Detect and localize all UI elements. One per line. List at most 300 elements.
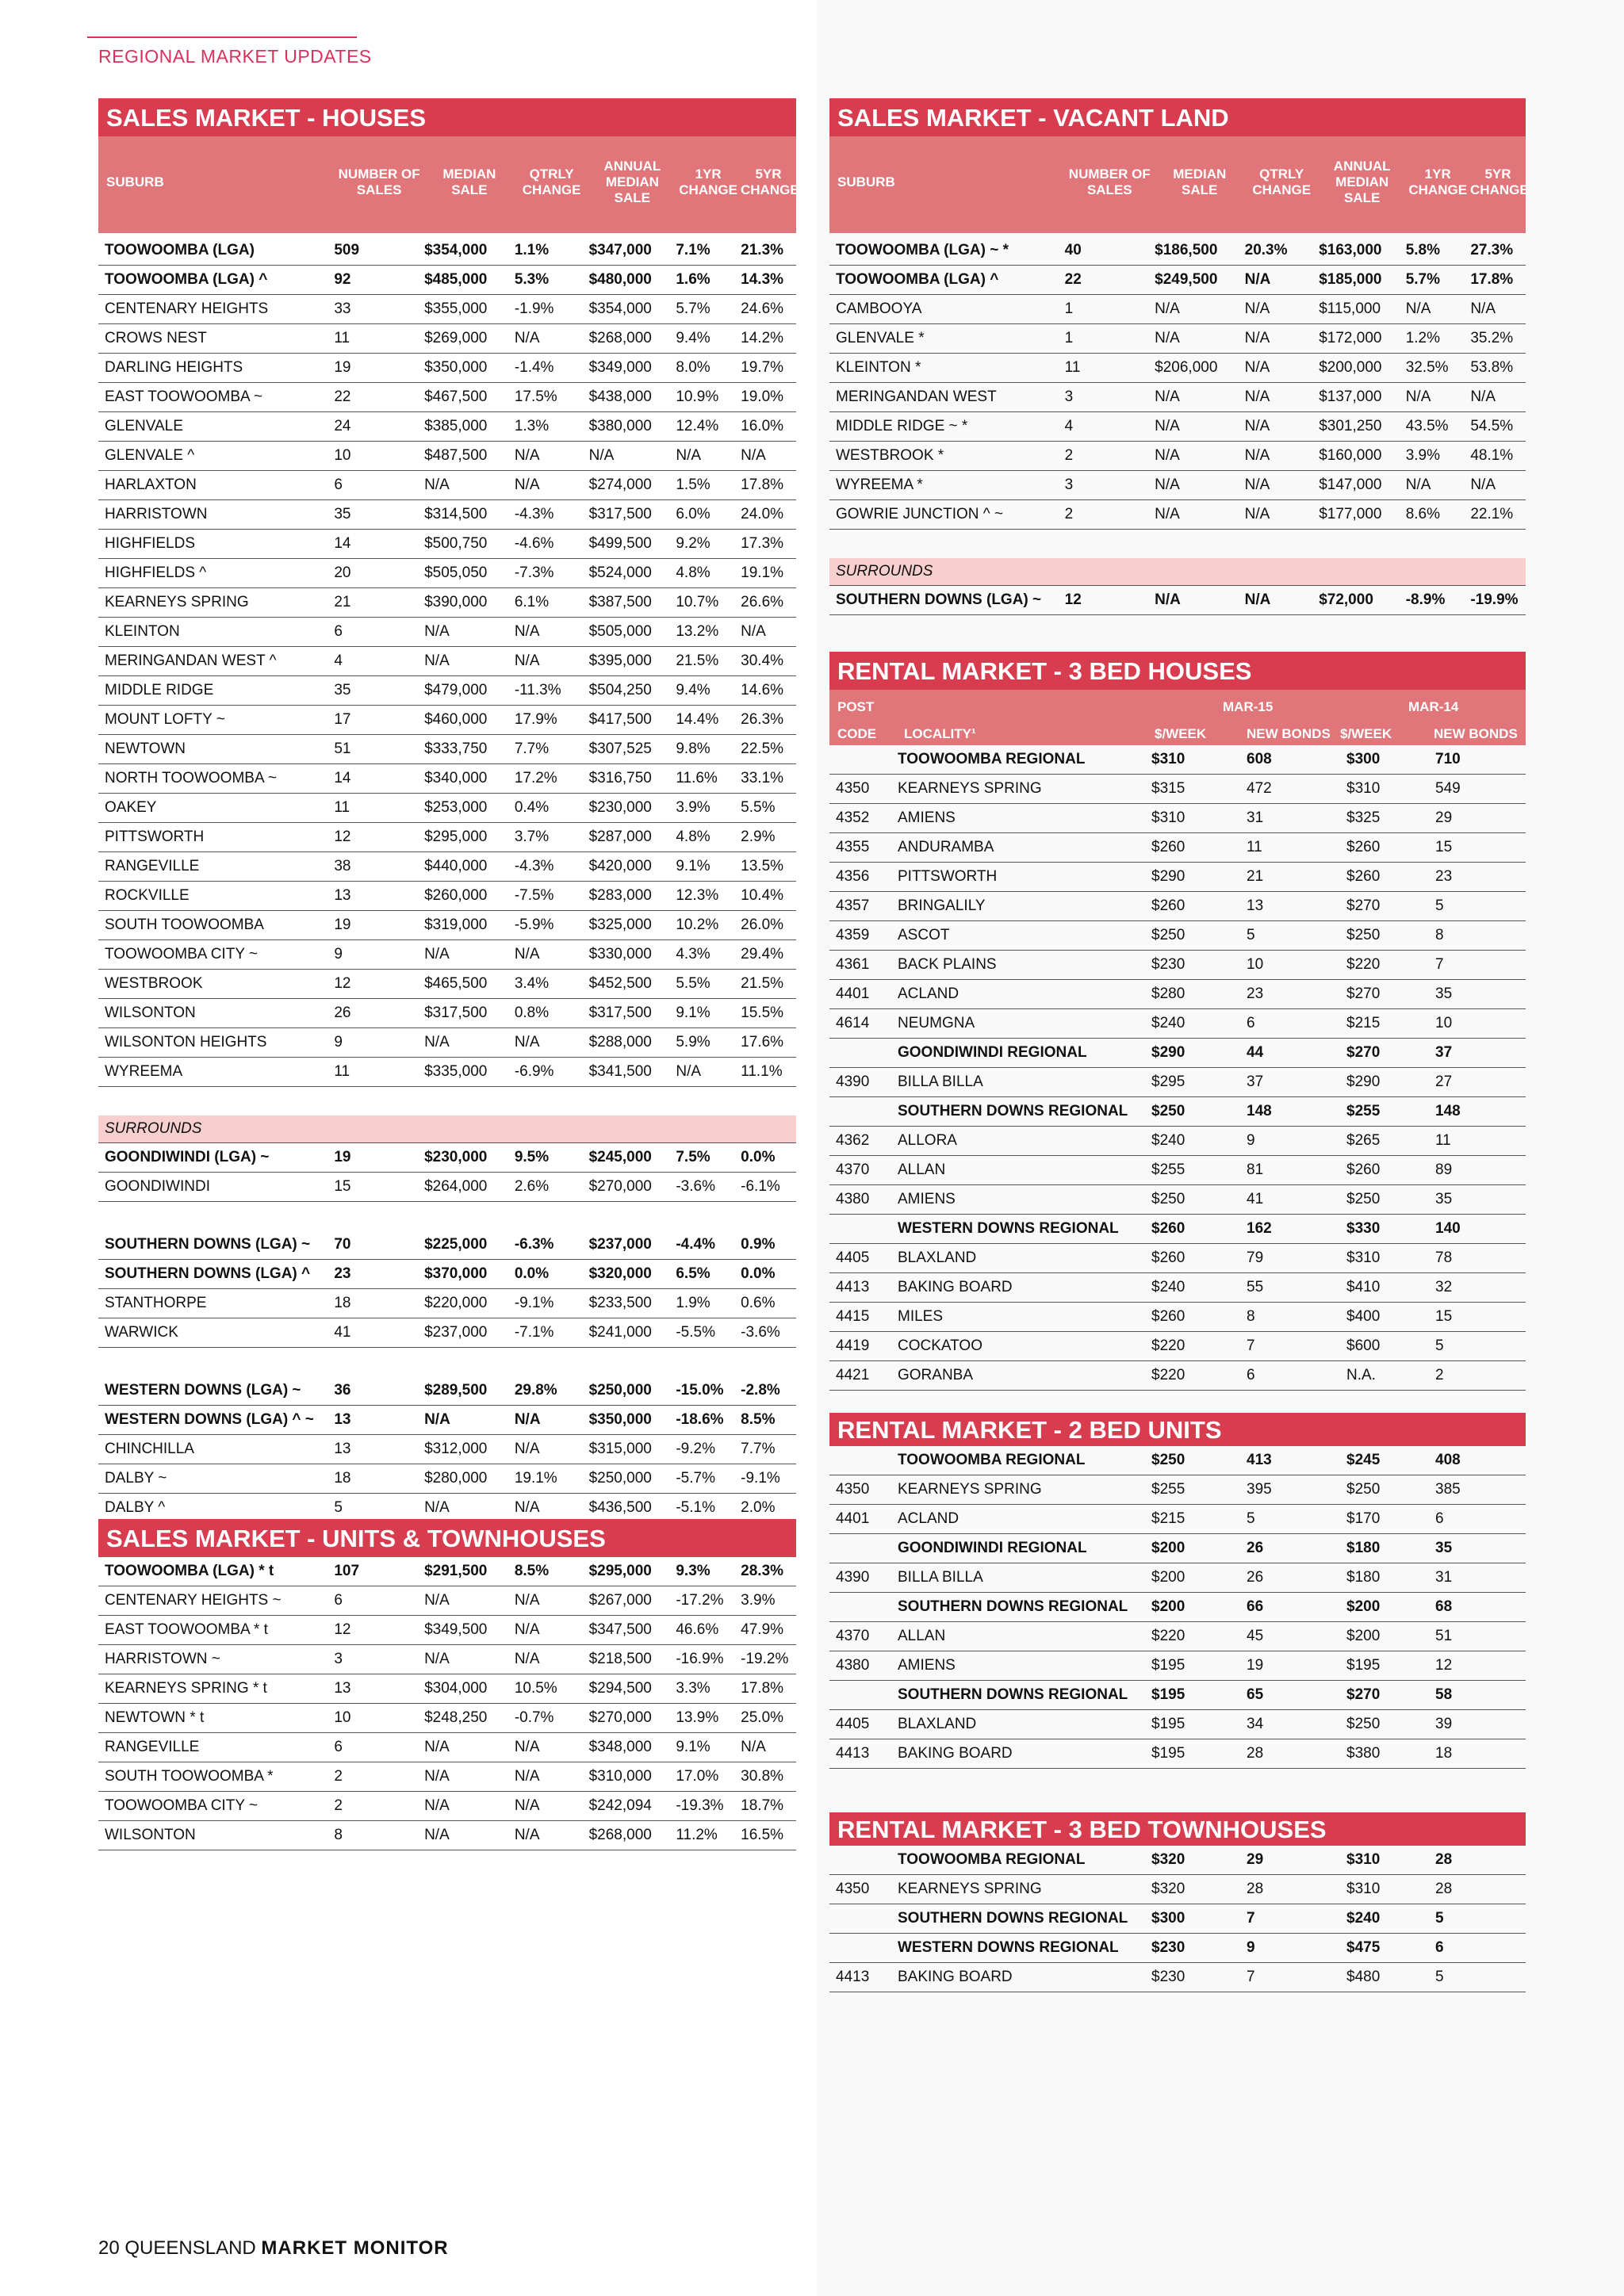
table-cell: $270,000 — [588, 1178, 652, 1195]
table-cell: 5 — [1435, 1337, 1444, 1354]
table-cell: $347,500 — [588, 1621, 652, 1638]
table-cell: 19.0% — [741, 388, 784, 405]
table-cell: 7.5% — [676, 1149, 710, 1165]
table-cell: $436,500 — [588, 1499, 652, 1516]
table-cell: $255 — [1151, 1161, 1185, 1178]
table-cell: -5.9% — [514, 916, 554, 933]
table-cell: 12 — [1064, 591, 1082, 608]
table-cell: 3.9% — [676, 799, 710, 816]
table-cell: N/A — [514, 1411, 541, 1428]
table-cell: 27.3% — [1470, 242, 1514, 258]
table-cell: 16.0% — [741, 418, 784, 434]
table-cell: 4413 — [836, 1969, 870, 1985]
table-cell: 18 — [1435, 1745, 1453, 1762]
table-cell: 4380 — [836, 1657, 870, 1674]
table-cell: 107 — [334, 1563, 360, 1579]
table-cell: KLEINTON — [105, 623, 180, 640]
table-cell: $320 — [1151, 1881, 1185, 1897]
table-row — [98, 236, 796, 266]
table-cell: 14 — [334, 535, 351, 552]
table-cell: 19.1% — [514, 1470, 557, 1487]
table-cell: 18.7% — [741, 1797, 784, 1814]
table-cell: 12 — [1435, 1657, 1453, 1674]
table-cell: $230,000 — [424, 1149, 488, 1165]
col-5yr-change: 5YR CHANGE — [741, 166, 799, 197]
table-cell: $300 — [1151, 1910, 1185, 1927]
table-cell: 6 — [1247, 1015, 1255, 1031]
col-qtrly-change: QTRLY CHANGE — [522, 166, 581, 197]
table-cell: 10 — [334, 447, 351, 464]
table-cell: MERINGANDAN WEST — [836, 388, 997, 405]
table-cell: $295,000 — [424, 828, 488, 845]
table-cell: N/A — [424, 1651, 450, 1667]
table-cell: N/A — [514, 1768, 540, 1785]
table-cell: 32 — [1435, 1279, 1453, 1295]
table-cell: $186,500 — [1155, 242, 1218, 258]
table-row — [829, 1622, 1526, 1651]
table-cell: -5.5% — [676, 1324, 715, 1341]
table-cell: OAKEY — [105, 799, 157, 816]
table-cell: 12 — [334, 828, 351, 845]
table-cell: $294,500 — [588, 1680, 652, 1697]
table-cell: $268,000 — [588, 330, 652, 346]
table-cell: 10.2% — [676, 916, 719, 933]
table-cell: GLENVALE — [105, 418, 183, 434]
table-cell: TOOWOOMBA CITY ~ — [105, 1797, 259, 1814]
table-cell: 7.7% — [514, 740, 550, 757]
table-cell: 12.4% — [676, 418, 719, 434]
table-cell: N/A — [676, 1063, 702, 1080]
table-cell: N/A — [514, 946, 540, 962]
table-row — [829, 1068, 1526, 1097]
table-row — [829, 1651, 1526, 1681]
table-cell: $225,000 — [424, 1236, 488, 1253]
table-cell: $260 — [1151, 839, 1185, 855]
table-cell: $274,000 — [588, 476, 652, 493]
table-cell: $460,000 — [424, 711, 488, 728]
table-row — [829, 1681, 1526, 1710]
table-row — [98, 1376, 796, 1406]
table-cell: N/A — [1155, 476, 1180, 493]
table-cell: KEARNEYS SPRING — [105, 594, 249, 610]
table-cell: -6.1% — [741, 1178, 780, 1195]
table-cell: 7 — [1247, 1910, 1255, 1927]
table-cell: 3.9% — [741, 1592, 776, 1609]
table-cell: N/A — [1155, 300, 1180, 317]
table-cell: 4356 — [836, 868, 870, 885]
table-cell: $270 — [1346, 1686, 1381, 1703]
table-cell: 13 — [334, 1441, 351, 1457]
table-cell: 92 — [334, 271, 351, 288]
table-cell: WESTBROOK — [105, 975, 203, 992]
table-cell: 11 — [1064, 359, 1081, 376]
table-cell: $310 — [1346, 1881, 1381, 1897]
table-cell: 12.3% — [676, 887, 719, 904]
table-cell: 4614 — [836, 1015, 870, 1031]
table-cell: N/A — [1155, 388, 1180, 405]
table-row — [829, 1739, 1526, 1769]
table-cell: N/A — [676, 447, 702, 464]
table-cell: 710 — [1435, 751, 1461, 767]
table-row — [98, 295, 796, 324]
table-cell: 38 — [334, 858, 351, 874]
table-cell: 9.3% — [676, 1563, 710, 1579]
table-cell: SOUTHERN DOWNS (LGA) ~ — [836, 591, 1042, 608]
table-cell: BLAXLAND — [898, 1249, 977, 1266]
table-cell: 2 — [1064, 506, 1074, 522]
table-cell: 4413 — [836, 1279, 870, 1295]
table-cell: 9.2% — [676, 535, 710, 552]
table-cell: 26 — [1247, 1569, 1264, 1586]
table-cell: 17.8% — [1470, 271, 1514, 288]
table-row — [829, 383, 1526, 412]
table-cell: WESTBROOK * — [836, 447, 944, 464]
table-cell: $380,000 — [588, 418, 652, 434]
table-cell: 45 — [1247, 1628, 1264, 1644]
table-cell: 0.4% — [514, 799, 550, 816]
table-cell: 55 — [1247, 1279, 1264, 1295]
table-cell: 65 — [1247, 1686, 1264, 1703]
table-cell: RANGEVILLE — [105, 1739, 200, 1755]
table-row — [98, 970, 796, 999]
table-cell: 4355 — [836, 839, 870, 855]
col-suburb: SUBURB — [106, 174, 164, 189]
table-cell: 4390 — [836, 1073, 870, 1090]
table-cell: $240 — [1151, 1015, 1185, 1031]
table-cell: $260 — [1151, 1308, 1185, 1325]
table-cell: 6 — [1435, 1939, 1444, 1956]
table-cell: $312,000 — [424, 1441, 488, 1457]
table-cell: $505,050 — [424, 564, 488, 581]
table-cell: 11 — [1435, 1132, 1451, 1149]
table-cell: 11 — [334, 330, 350, 346]
col-suburb: SUBURB — [837, 174, 895, 189]
table-cell: $250,000 — [588, 1382, 652, 1399]
table-cell: $291,500 — [424, 1563, 488, 1579]
table-cell: 21.5% — [741, 975, 784, 992]
table-row — [98, 735, 796, 764]
table-title: RENTAL MARKET - 2 BED UNITS — [829, 1413, 1526, 1446]
table-cell: HARRISTOWN ~ — [105, 1651, 220, 1667]
table-cell: $348,000 — [588, 1739, 652, 1755]
table-row — [829, 1710, 1526, 1739]
table-cell: $410 — [1346, 1279, 1381, 1295]
table-row — [98, 1557, 796, 1586]
table-cell: $314,500 — [424, 506, 488, 522]
table-header — [829, 690, 1526, 745]
table-cell: $480,000 — [588, 271, 652, 288]
table-cell: 28 — [1435, 1881, 1453, 1897]
table-cell: 29.8% — [514, 1382, 557, 1399]
table-cell: N/A — [424, 1768, 450, 1785]
table-row — [829, 921, 1526, 951]
table-cell: $260 — [1346, 1161, 1381, 1178]
table-cell: -7.3% — [514, 564, 554, 581]
table-cell: $350,000 — [588, 1411, 652, 1428]
table-row — [98, 1762, 796, 1792]
table-row — [98, 588, 796, 618]
table-cell: 10.4% — [741, 887, 784, 904]
table-cell: N/A — [1244, 300, 1270, 317]
table-cell: 27 — [1435, 1073, 1453, 1090]
table-cell: N/A — [1470, 388, 1496, 405]
table-cell: 21.5% — [676, 652, 719, 669]
table-row — [829, 1361, 1526, 1391]
table-body — [829, 745, 1526, 1391]
table-cell: 0.0% — [741, 1265, 776, 1282]
table-cell: N/A — [424, 623, 450, 640]
table-cell: 79 — [1247, 1249, 1264, 1266]
table-row — [98, 618, 796, 647]
table-cell: 31 — [1247, 809, 1264, 826]
table-cell: N/A — [1244, 447, 1270, 464]
col-median-sale: MEDIAN SALE — [442, 166, 496, 197]
table-cell: 413 — [1247, 1452, 1272, 1468]
table-cell: 10.9% — [676, 388, 719, 405]
table-row — [829, 1215, 1526, 1244]
table-row — [98, 999, 796, 1028]
table-cell: 15 — [1435, 839, 1453, 855]
table-cell: WILSONTON HEIGHTS — [105, 1034, 267, 1050]
table-cell: 26.3% — [741, 711, 784, 728]
table-cell: 68 — [1435, 1598, 1453, 1615]
table-cell: 33 — [334, 300, 351, 317]
table-cell: $115,000 — [1319, 300, 1381, 317]
publication-prefix: QUEENSLAND — [124, 2237, 256, 2259]
table-cell: N/A — [1244, 476, 1270, 493]
rental-3bed-houses-table — [829, 652, 1526, 1391]
table-cell: SOUTH TOOWOOMBA * — [105, 1768, 274, 1785]
table-cell: $500,750 — [424, 535, 488, 552]
table-cell: 4419 — [836, 1337, 870, 1354]
table-cell: $499,500 — [588, 535, 652, 552]
table-cell: TOOWOOMBA (LGA) ^ — [105, 271, 268, 288]
table-cell: $479,000 — [424, 682, 488, 698]
table-cell: 10.7% — [676, 594, 719, 610]
table-cell: BRINGALILY — [898, 897, 986, 914]
table-cell: $487,500 — [424, 447, 488, 464]
table-cell: N/A — [1405, 388, 1431, 405]
table-cell: NEWTOWN * t — [105, 1709, 205, 1726]
table-cell: 4 — [1064, 418, 1074, 434]
table-cell: -5.1% — [676, 1499, 715, 1516]
table-cell: KEARNEYS SPRING — [898, 1881, 1042, 1897]
table-cell: 7.1% — [676, 242, 710, 258]
table-cell: 3 — [334, 1651, 343, 1667]
table-cell: CENTENARY HEIGHTS — [105, 300, 269, 317]
table-cell: 30.8% — [741, 1768, 784, 1785]
table-row — [829, 863, 1526, 892]
table-cell: 2.9% — [741, 828, 776, 845]
table-cell: $220,000 — [424, 1295, 488, 1311]
table-row — [98, 266, 796, 295]
table-row — [98, 676, 796, 706]
table-cell: 1.9% — [676, 1295, 710, 1311]
table-cell: 23 — [334, 1265, 351, 1282]
table-cell: 26 — [1247, 1540, 1264, 1556]
col-code: CODE — [837, 726, 877, 741]
table-cell: 15 — [334, 1178, 351, 1195]
table-cell: 19 — [334, 1149, 351, 1165]
table-cell: 28 — [1247, 1881, 1264, 1897]
table-cell: 11.1% — [741, 1063, 783, 1080]
table-cell: 7 — [1247, 1337, 1255, 1354]
table-cell: N/A — [1244, 418, 1270, 434]
table-cell: N/A — [1244, 591, 1271, 608]
table-cell: 43.5% — [1405, 418, 1449, 434]
table-cell: N/A — [741, 447, 766, 464]
table-row — [829, 980, 1526, 1009]
table-row — [829, 1009, 1526, 1039]
table-cell: N/A — [514, 1499, 540, 1516]
table-row — [98, 471, 796, 500]
table-row — [829, 1846, 1526, 1875]
table-cell: 14.3% — [741, 271, 784, 288]
table-cell: $147,000 — [1319, 476, 1382, 493]
table-cell: $380 — [1346, 1745, 1381, 1762]
table-cell: 4350 — [836, 1481, 870, 1498]
table-cell: 13 — [334, 1680, 351, 1697]
table-cell: $333,750 — [424, 740, 488, 757]
table-cell: N/A — [514, 1592, 540, 1609]
table-cell: 81 — [1247, 1161, 1264, 1178]
table-cell: $320,000 — [588, 1265, 652, 1282]
col-number-of-sales: NUMBER OF SALES — [338, 166, 420, 197]
table-cell: 385 — [1435, 1481, 1461, 1498]
table-cell: $177,000 — [1319, 506, 1382, 522]
table-cell: KEARNEYS SPRING — [898, 1481, 1042, 1498]
spacer-row — [829, 530, 1526, 558]
page-number: 20 — [98, 2237, 120, 2259]
table-cell: 6.0% — [676, 506, 710, 522]
table-cell: DALBY ^ — [105, 1499, 166, 1516]
table-row — [829, 1875, 1526, 1904]
table-cell: 22 — [334, 388, 351, 405]
table-cell: 472 — [1247, 780, 1272, 797]
table-cell: MIDDLE RIDGE ~ * — [836, 418, 968, 434]
table-cell: 5.9% — [676, 1034, 710, 1050]
table-cell: N/A — [514, 1651, 540, 1667]
table-cell: $290 — [1151, 1044, 1185, 1061]
table-cell: $250 — [1151, 1103, 1185, 1119]
table-cell: 9.4% — [676, 682, 710, 698]
table-cell: N/A — [424, 476, 450, 493]
table-cell: 14.4% — [676, 711, 719, 728]
table-cell: $417,500 — [588, 711, 652, 728]
table-cell: DALBY ~ — [105, 1470, 167, 1487]
sales-units-table — [98, 1519, 796, 1850]
table-cell: 4.3% — [676, 946, 710, 962]
table-cell: N/A — [424, 1499, 450, 1516]
table-cell: 39 — [1435, 1716, 1453, 1732]
table-cell: 4350 — [836, 1881, 870, 1897]
table-cell: N/A — [1244, 506, 1270, 522]
table-cell: $200,000 — [1319, 359, 1382, 376]
table-cell: HIGHFIELDS — [105, 535, 196, 552]
table-cell: $310 — [1151, 809, 1185, 826]
table-row — [829, 1127, 1526, 1156]
table-cell: 17.2% — [514, 770, 557, 786]
table-cell: GOONDIWINDI (LGA) ~ — [105, 1149, 270, 1165]
table-cell: N/A — [424, 1034, 450, 1050]
table-cell: 6.1% — [514, 594, 550, 610]
table-cell: $387,500 — [588, 594, 652, 610]
table-cell: 26 — [334, 1004, 351, 1021]
table-cell: 4401 — [836, 1510, 870, 1527]
table-cell: 20 — [334, 564, 351, 581]
table-cell: EAST TOOWOOMBA ~ — [105, 388, 263, 405]
spacer-row — [98, 1087, 796, 1115]
col-number-of-sales: NUMBER OF SALES — [1068, 166, 1151, 197]
table-cell: 4390 — [836, 1569, 870, 1586]
table-cell: $260 — [1346, 839, 1381, 855]
table-cell: $317,500 — [588, 1004, 652, 1021]
table-cell: WILSONTON — [105, 1004, 196, 1021]
table-row — [829, 471, 1526, 500]
table-row — [829, 745, 1526, 775]
table-row — [829, 442, 1526, 471]
table-cell: $290 — [1346, 1073, 1381, 1090]
table-cell: BAKING BOARD — [898, 1745, 1013, 1762]
table-cell: $480 — [1346, 1969, 1381, 1985]
table-cell: 53.8% — [1470, 359, 1514, 376]
table-row — [98, 1058, 796, 1087]
table-cell: 4359 — [836, 927, 870, 943]
table-cell: 6 — [1435, 1510, 1444, 1527]
table-cell: $220 — [1346, 956, 1381, 973]
table-cell: $195 — [1151, 1686, 1185, 1703]
table-cell: BACK PLAINS — [898, 956, 997, 973]
table-cell: 41 — [334, 1324, 351, 1341]
table-cell: $287,000 — [588, 828, 652, 845]
table-cell: -6.9% — [514, 1063, 554, 1080]
table-cell: $195 — [1346, 1657, 1381, 1674]
table-cell: 13 — [1247, 897, 1264, 914]
table-cell: $240 — [1151, 1279, 1185, 1295]
table-cell: $300 — [1346, 751, 1381, 767]
table-cell: N/A — [424, 652, 450, 669]
table-cell: 22.1% — [1470, 506, 1514, 522]
table-cell: $504,250 — [588, 682, 652, 698]
table-cell: $72,000 — [1319, 591, 1373, 608]
table-cell: 31 — [1435, 1569, 1453, 1586]
table-cell: N/A — [741, 623, 766, 640]
spacer-row — [98, 1202, 796, 1230]
table-cell: 5 — [1247, 927, 1255, 943]
table-cell: $385,000 — [424, 418, 488, 434]
table-cell: 78 — [1435, 1249, 1453, 1266]
table-cell: $301,250 — [1319, 418, 1382, 434]
table-cell: STANTHORPE — [105, 1295, 207, 1311]
table-row — [829, 354, 1526, 383]
table-cell: CHINCHILLA — [105, 1441, 194, 1457]
table-cell: $325,000 — [588, 916, 652, 933]
table-row — [98, 1406, 796, 1435]
table-cell: N/A — [1244, 271, 1271, 288]
table-cell: N/A — [514, 447, 540, 464]
table-cell: $195 — [1151, 1745, 1185, 1762]
table-cell: $304,000 — [424, 1680, 488, 1697]
table-cell: -7.1% — [514, 1324, 554, 1341]
table-cell: SOUTHERN DOWNS REGIONAL — [898, 1103, 1128, 1119]
publication-name: MARKET MONITOR — [261, 2237, 449, 2259]
table-cell: $255 — [1151, 1481, 1185, 1498]
table-cell: 48.1% — [1470, 447, 1514, 464]
table-cell: ACLAND — [898, 1510, 959, 1527]
table-row — [829, 892, 1526, 921]
table-cell: 5 — [1247, 1510, 1255, 1527]
table-row — [829, 1273, 1526, 1303]
